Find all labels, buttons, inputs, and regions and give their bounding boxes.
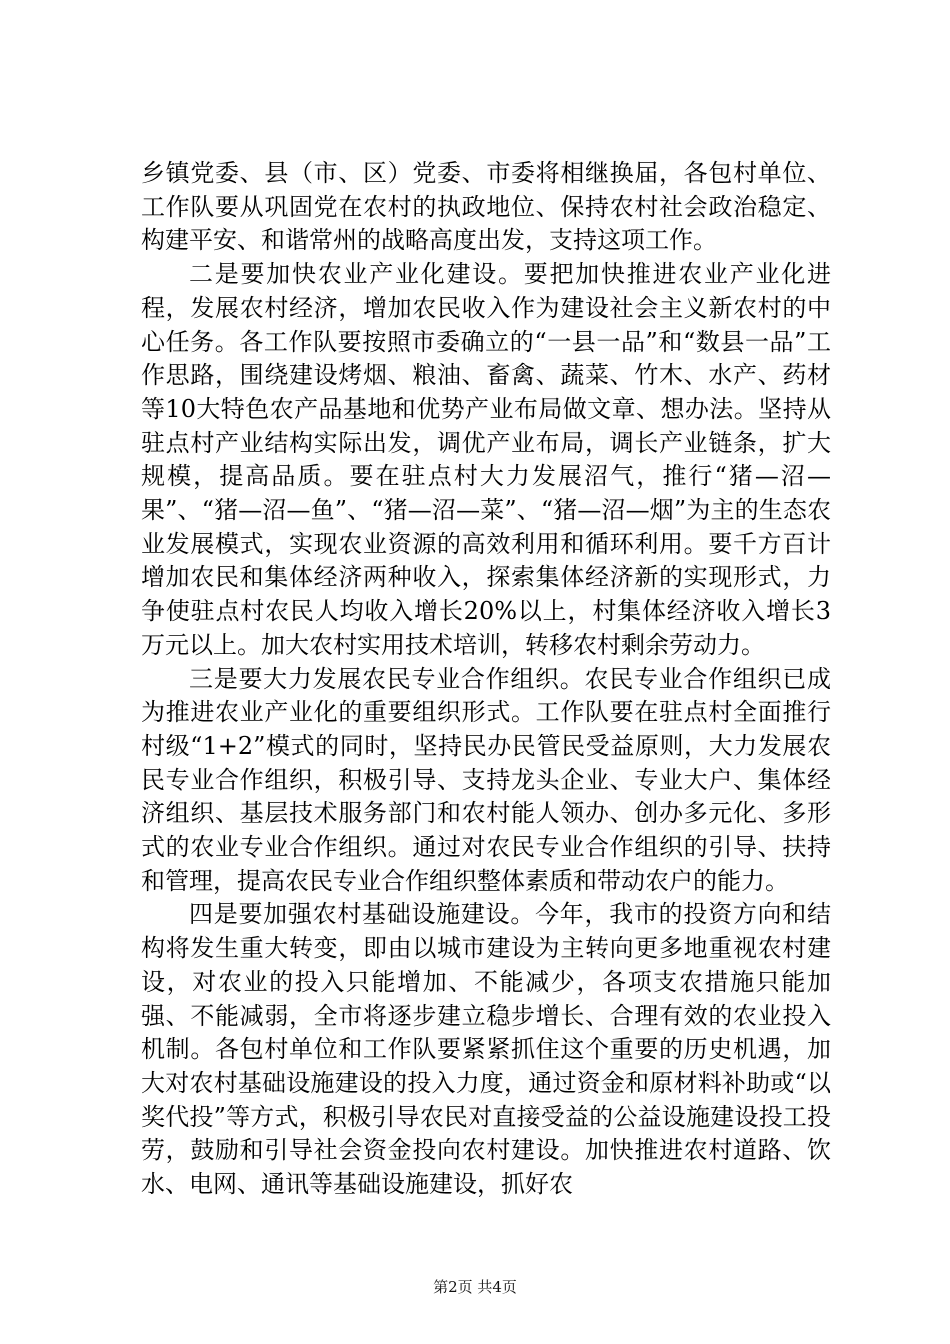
paragraph-2: 二是要加快农业产业化建设。要把加快推进农业产业化进程，发展农村经济，增加农民收入作为建设社会主义新农村的中心任务。各工作队要按照市委确立的“一县一品”和“数县一品”工作思路，围绕建设烤烟、粮油、畜禽、蔬菜、竹木、水产、药材等10大特色农产品基地和优势产业布局做文章、想办法。坚持从驻点村产业结构实际出发，调优产业布局，调长产业链条，扩大规模，提高品质。要在驻点村大力发展沼气，推行“猪—沼—果”、“猪—沼—鱼”、“猪—沼—菜”、“猪—沼—烟”为主的生态农业发展模式，实现农业资源的高效利用和循环利用。要千方百计增加农民和集体经济两种收入，探索集体经济新的实现形式，力争使驻点村农民人均收入增长20%以上，村集体经济收入增长3万元以上。加大农村实用技术培训，转移农村剩余劳动力。 bbox=[141, 260, 831, 659]
paragraph-3: 三是要大力发展农民专业合作组织。农民专业合作组织已成为推进农业产业化的重要组织形式。工作队要在驻点村全面推行村级“1+2”模式的同时，坚持民办民管民受益原则，大力发展农民专业合作组织，积极引导、支持龙头企业、专业大户、集体经济组织、基层技术服务部门和农村能人领办、创办多元化、多形式的农业专业合作组织。通过对农民专业合作组织的引导、扶持和管理，提高农民专业合作组织整体素质和带动农户的能力。 bbox=[141, 664, 831, 895]
paragraph-1: 乡镇党委、县（市、区）党委、市委将相继换届，各包村单位、工作队要从巩固党在农村的执政地位、保持农村社会政治稳定、构建平安、和谐常州的战略高度出发，支持这项工作。 bbox=[141, 159, 831, 255]
page-number-footer: 第2页 共4页 bbox=[433, 1278, 517, 1296]
paragraph-4: 四是要加强农村基础设施建设。今年，我市的投资方向和结构将发生重大转变，即由以城市建设为主转向更多地重视农村建设，对农业的投入只能增加、不能减少，各项支农措施只能加强、不能减弱，全市将逐步建立稳步增长、合理有效的农业投入机制。各包村单位和工作队要紧紧抓住这个重要的历史机遇，加大对农村基础设施建设的投入力度，通过资金和原材料补助或“以奖代投”等方式，积极引导农民对直接受益的公益设施建设投工投劳，鼓励和引导社会资金投向农村建设。加快推进农村道路、饮水、电网、通讯等基础设施建设，抓好农 bbox=[141, 900, 831, 1199]
document-body bbox=[141, 157, 831, 1202]
